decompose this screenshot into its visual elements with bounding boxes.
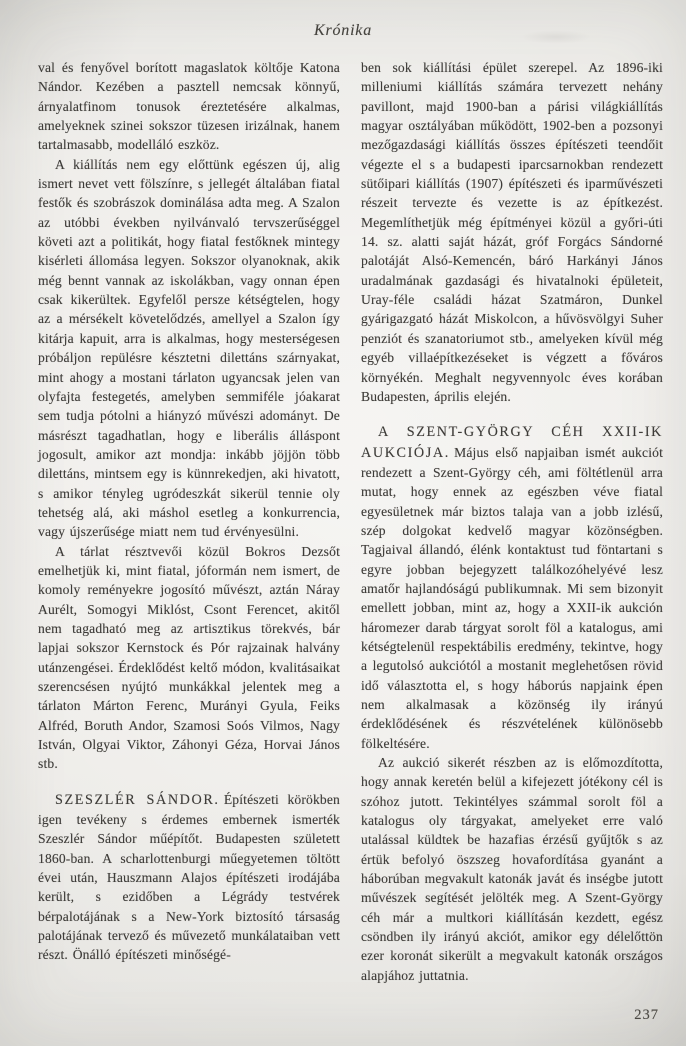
paragraph-continuation: val és fenyővel borított magaslatok költője Katona Nándor. Kezében a pasztell nemcsak könnyű, árnyalatfinom tonusok éreztetésére alkalmas, amelyeknek szinei sokszor tüzesen irizálnak, hanem tartalmasabb, modelláló eszköz. xyxy=(38,60,340,153)
page-number: 237 xyxy=(634,1007,659,1023)
section-paragraph xyxy=(38,790,340,965)
paragraph: A tárlat résztvevői közül Bokros Dezsőt emelhetjük ki, mint fiatal, jóformán nem ismert, de komoly reményekre jogosító művészt, aztán Náray Aurélt, Somogyi Miklóst, Csont Ferencet, akitől nem tagadható meg az artisztikus törekvés, bár lapjai sokszor Kernstock és Pór rajzainak halvány utánzengései. Érdeklődést keltő módon, kvalitásaikat szerencsésen nyújtó munkákkal jelentek meg a tárlaton Márton Ferenc, Murányi Gyula, Feiks Alfréd, Boruth Andor, Szamosi Soós Vilmos, Nagy István, Olgyai Viktor, Záhonyi Géza, Horvai János stb. xyxy=(38,543,340,772)
text-columns xyxy=(38,58,663,985)
running-head: Krónika xyxy=(313,22,373,39)
section-body: Építészeti körökben igen tevékeny s érdemes embernek ismerték Szeszlér Sándor műépítőt. Budapesten született 1860-ban. A scharlottenburgi műegyetemen töltött évei után, Hauszmann Alajos építészeti irodájába került, s ezidőben a Légrády testvérek bérpalotájának s a New-York biztosító társaság palotájának tervező és művezető munkálataiban vett részt. Önálló építészeti minőségé- xyxy=(38,791,341,963)
section-heading: SZESZLÉR SÁNDOR. xyxy=(55,791,220,808)
paragraph: Az aukció sikerét részben az is előmozdította, hogy annak keretén belül a kifejezett jótékony cél is szóhoz jutott. Tekintélyes számmal sorolt föl a katalogus oly tárgyakat, amelyeket erre való utalással küldtek be hazafias érzésű gyűjtők s az értük befolyó öszszeg hovafordítása gyanánt a háborúban megvakult katonák javát és inségbe jutott művészek segítését jelölték meg. A Szent-György céh már a multkori kiállításán kezdett, egész csöndben ily irányú akciót, amikor egy délelőttön ezer koronát sikerült a megvakult katonák országos alapjához juttatnia. xyxy=(361,755,663,983)
left-column xyxy=(38,58,340,985)
right-column xyxy=(361,58,663,985)
section-heading: A SZENT-GYÖRGY CÉH XXII-IK AUKCIÓJA. xyxy=(361,424,663,461)
section-body: Május első napjaiban ismét aukciót rendezett a Szent-György céh, ami föltétlenül arra mutat, hogy ennek az egészben véve fiatal egyesületnek már biztos talaja van a jobb izlésű, szép dolgokat kedvelő magyar közönségben. Tagjaival állandó, élénk kontaktust tud föntartani s egyre jobban bejegyzett találkozóhelyévé lesz amatőr hajlandóságú publikumnak. Mi sem bizonyit emellett jobban, mint az, hogy a XXII-ik aukción háromezer darab tárgyat sorolt föl a katalogus, ami kétségtelenül respektábilis eredmény, tekintve, hogy a legutolsó aukciótól a mostanit meglehetősen rövid idő választotta el, s hogy háborús napjaink épen nem alkalmasak a közönség ily irányú érdeklődésének és részvételének különösebb fölkeltésére. xyxy=(361,444,663,751)
paragraph-continuation: ben sok kiállítási épület szerepel. Az 1896-iki milleniumi kiállítás számára tervezett nehány pavillont, majd 1900-ban a párisi világkiállítás magyar osztályában működött, 1902-ben a pozsonyi mezőgazdasági kiállítás összes építészeti teendőit végezte el s a budapesti iparcsarnokban rendezett sütőipari kiállítás (1907) építészeti és iparművészeti részeit tervezte és vezette is az építkezést. Megemlíthetjük még építményei közül a győri-úti 14. sz. alatti saját házát, gróf Forgács Sándorné palotáját Alsó-Kemencén, báró Harkányi János uradalmának gazdasági és hivatalnoki épületeit, Uray-féle családi házat Szatmáron, Dunkel gyárigazgató házát Miskolcon, a hűvösvölgyi Suher penziót és szanatoriumot stb., amelyeken kívül még egyéb villaépítkezéseket is végzett a főváros környékén. Meghalt negyvennyolc éves korában Budapesten, április elején. xyxy=(361,60,663,404)
paragraph: A kiállítás nem egy előttünk egészen új, alig ismert nevet vett fölszínre, s jellegét általában fiatal festők és szobrászok dominálása adta meg. A Szalon az utóbbi években nyilvánvaló tervszerűséggel követi azt a politikát, hogy fiatal festőknek mintegy kisérleti állomása legyen. Sokszor olyanoknak, akik még bennt vannak az iskolákban, vagy onnan épen csak kikerültek. Egyfelől persze kétségtelen, hogy az a mérsékelt követelődzés, amellyel a Szalon így kitárja kapuit, arra is alkalmas, hogy mesterségesen próbáljon repülésre késztetni dilettáns szárnyakat, mint ahogy a mostani tárlaton ugyancsak jelen van olyfajta festegetés, amelyben semmiféle jóakarat sem tudja pótolni a hiányzó művészi adományt. De másrészt tagadhatlan, hogy e liberális álláspont jogosult, amikor azt mondja: inkább jöjjön több dilettáns, mintsem egy is künnrekedjen, aki hivatott, s amikor tényleg ugródeszkát sikerül tennie oly tehetség alá, aki máshol esetleg a konkurrencia, vagy újszerűsége miatt nem tud érvényesülni. xyxy=(38,156,340,540)
section-paragraph xyxy=(361,422,663,753)
